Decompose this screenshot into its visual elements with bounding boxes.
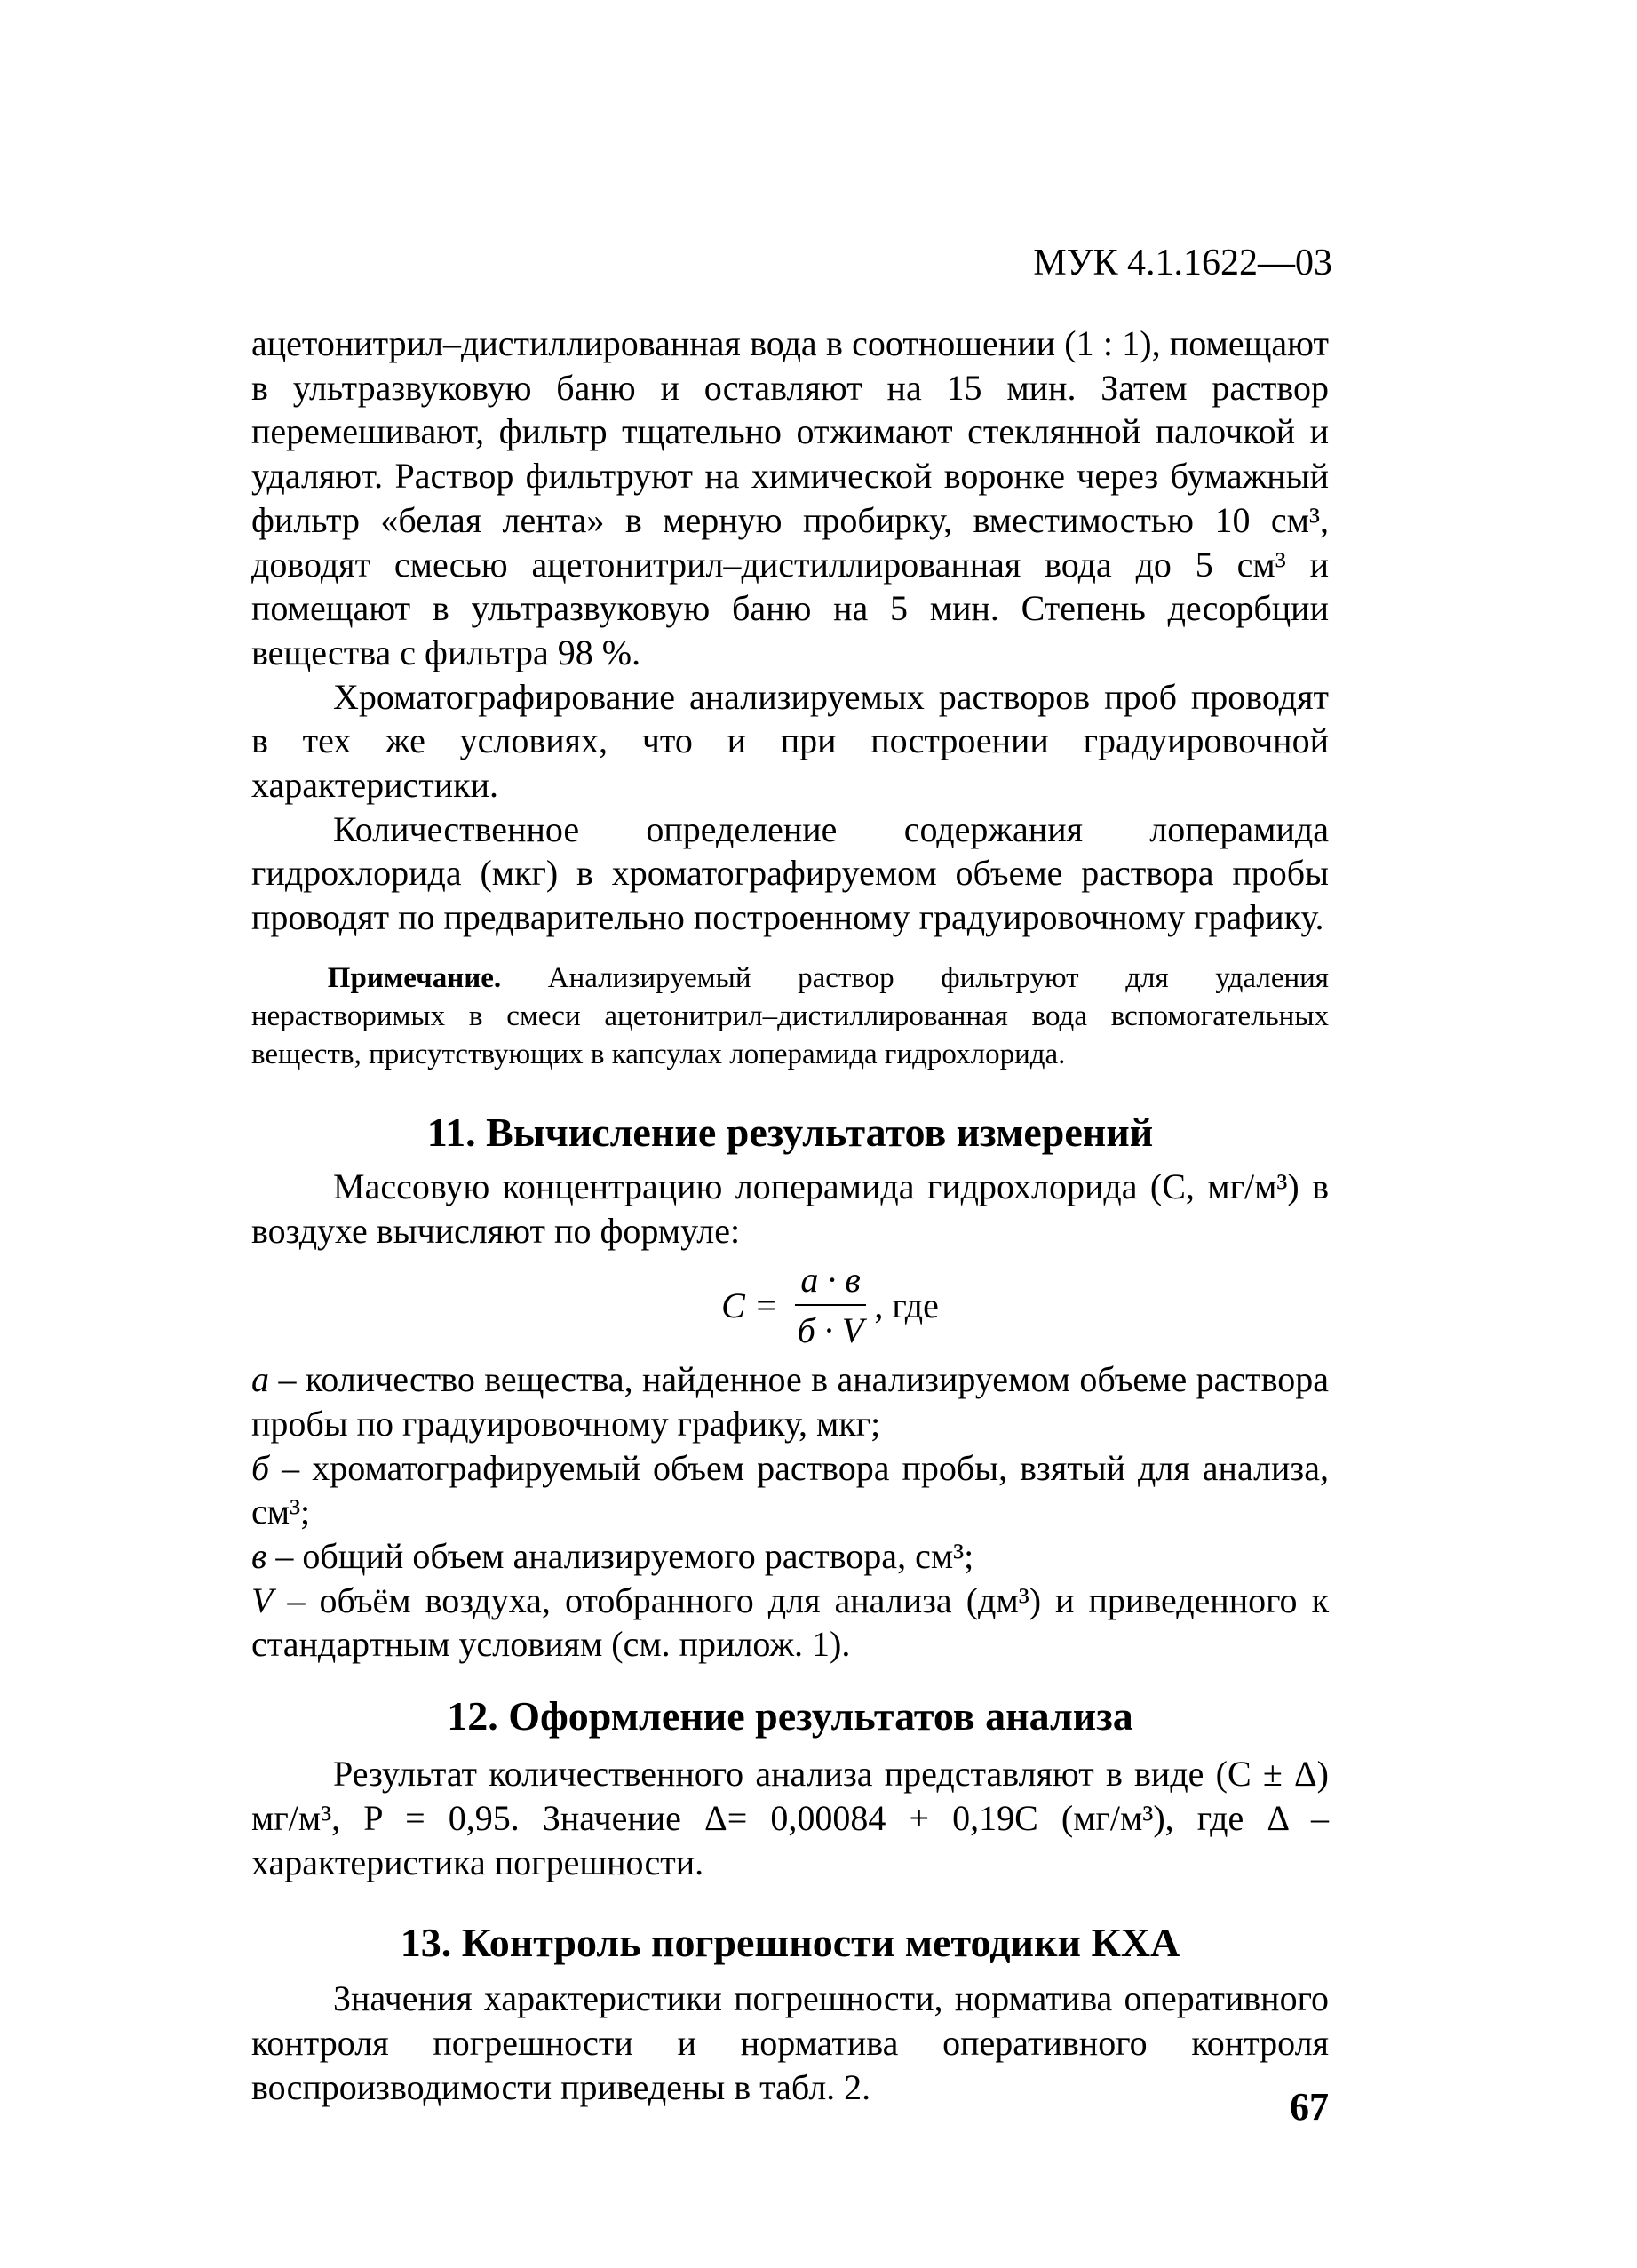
- paragraph-quantitative: Количественное определение содержания лоперамида гидрохлорида (мкг) в хроматографируемом объеме раствора пробы проводят по предварительно построенному градуировочному графику.: [251, 808, 1329, 938]
- page-content: [251, 322, 1329, 2109]
- definition-symbol: в: [251, 1536, 267, 1577]
- definition-item: [251, 1534, 1329, 1579]
- formula-suffix: , где: [874, 1285, 939, 1325]
- definition-text: – хроматографируемый объем раствора пробы, взятый для анализа, см³;: [251, 1447, 1329, 1532]
- section-12-text: Результат количественного анализа представляют в виде (C ± Δ) мг/м³, P = 0,95. Значение Δ= 0,00084 + 0,19C (мг/м³), где Δ – характеристика погрешности.: [251, 1754, 1329, 1882]
- definition-symbol: а: [251, 1359, 269, 1400]
- definition-text: – количество вещества, найденное в анализируемом объеме раствора пробы по градуировочному графику, мкг;: [251, 1359, 1329, 1444]
- page-number: 67: [1290, 2085, 1329, 2129]
- section-13-title: 13. Контроль погрешности методики КХА: [400, 1920, 1180, 1966]
- definition-item: [251, 1357, 1329, 1445]
- formula-lhs: C =: [721, 1285, 778, 1325]
- definition-item: [251, 1579, 1329, 1667]
- formula-numerator: а · в: [795, 1259, 865, 1306]
- document-code-header: МУК 4.1.1622—03: [1033, 243, 1332, 283]
- definition-text: – объём воздуха, отобранного для анализа (дм³) и приведенного к стандартным условиям (см. прилож. 1).: [251, 1580, 1329, 1665]
- note-text: Анализируемый раствор фильтруют для удаления нерастворимых в смеси ацетонитрил–дистиллированная вода вспомогательных веществ, присутствующих в капсулах лоперамида гидрохлорида.: [251, 961, 1329, 1070]
- formula-definitions: [251, 1357, 1329, 1667]
- intro-paragraph: ацетонитрил–дистиллированная вода в соотношении (1 : 1), помещают в ультразвуковую баню и оставляют на 15 мин. Затем раствор перемешивают, фильтр тщательно отжимают стеклянной палочкой и удаляют. Раствор фильтруют на химической воронке через бумажный фильтр «белая лента» в мерную пробирку, вместимостью 10 см³, доводят смесью ацетонитрил–дистиллированная вода до 5 см³ и помещают в ультразвуковую баню на 5 мин. Степень десорбции вещества с фильтра 98 %.: [251, 323, 1329, 672]
- paragraph-chromatography: Хроматографирование анализируемых растворов проб проводят в тех же условиях, что и при построении градуировочной характеристики.: [251, 676, 1329, 806]
- section-12-title: 12. Оформление результатов анализа: [447, 1693, 1133, 1739]
- formula-denominator: б · V: [797, 1310, 864, 1351]
- definition-symbol: V: [251, 1580, 274, 1620]
- note: [251, 959, 1329, 1074]
- note-label: Примечание.: [327, 961, 502, 994]
- definition-text: – общий объем анализируемого раствора, см³;: [266, 1536, 974, 1577]
- definition-symbol: б: [251, 1447, 270, 1488]
- section-11-title: 11. Вычисление результатов измерений: [426, 1109, 1154, 1155]
- section-13-text: Значения характеристики погрешности, норматива оперативного контроля погрешности и норматива оперативного контроля воспроизводимости приведены в табл. 2.: [251, 1978, 1329, 2107]
- section-11-intro: Массовую концентрацию лоперамида гидрохлорида (C, мг/м³) в воздухе вычисляют по формуле:: [251, 1166, 1329, 1251]
- concentration-formula: [331, 1253, 1329, 1357]
- definition-item: [251, 1446, 1329, 1534]
- formula-fraction: [792, 1259, 870, 1351]
